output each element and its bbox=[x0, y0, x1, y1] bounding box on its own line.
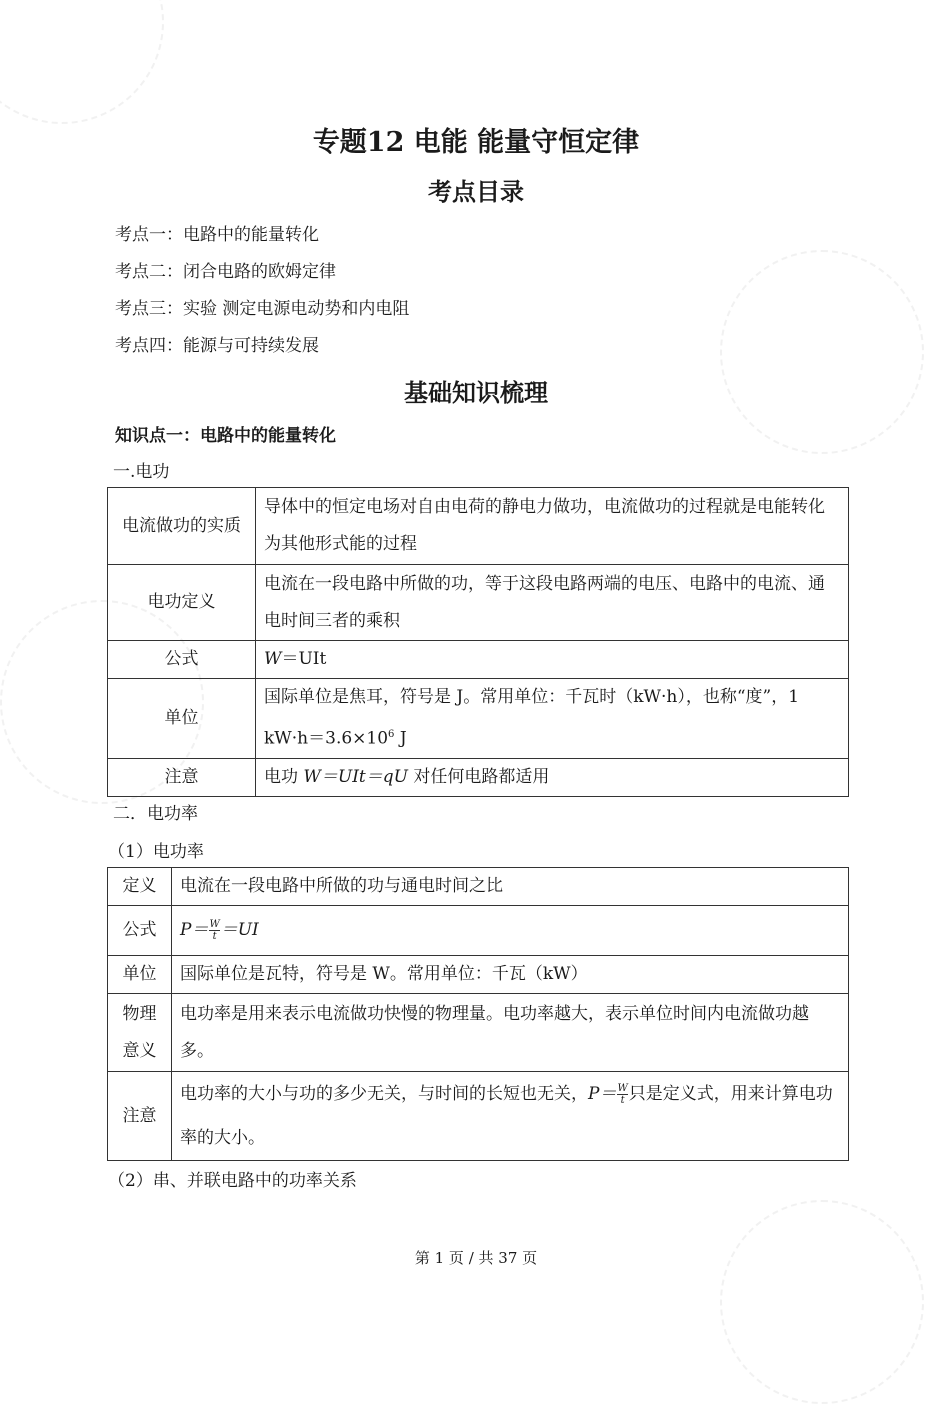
table-row bbox=[108, 758, 849, 796]
numerator: W bbox=[209, 919, 220, 930]
electric-power-table bbox=[107, 867, 849, 1161]
basics-heading: 基础知识梳理 bbox=[404, 378, 548, 407]
toc-item: 考点一：电路中的能量转化 bbox=[115, 225, 319, 245]
table-row bbox=[108, 1072, 849, 1161]
row-value: 电流在一段电路中所做的功，等于这段电路两端的电压、电路中的电流、通电时间三者的乘积 bbox=[256, 565, 849, 641]
row-header: 注意 bbox=[108, 758, 256, 796]
table-row bbox=[108, 641, 849, 679]
row-value bbox=[256, 758, 849, 796]
toc-item: 考点二：闭合电路的欧姆定律 bbox=[115, 262, 336, 282]
toc-item: 考点三：实验 测定电源电动势和内电阻 bbox=[115, 299, 410, 319]
formula: ＝UIt bbox=[281, 649, 327, 669]
row-value bbox=[172, 1072, 849, 1161]
exponent: 6 bbox=[388, 729, 395, 740]
formula: W＝UIt＝qU bbox=[303, 766, 408, 787]
note-text: 电功率的大小与功的多少无关，与时间的长短也无关， bbox=[180, 1084, 588, 1104]
row-header: 电流做功的实质 bbox=[108, 488, 256, 565]
row-header: 公式 bbox=[108, 641, 256, 679]
row-header: 单位 bbox=[108, 956, 172, 994]
note-text: 电功 bbox=[264, 766, 304, 787]
row-value bbox=[256, 679, 849, 759]
knowledge-point-heading: 知识点一：电路中的能量转化 bbox=[115, 426, 336, 446]
toc-item: 考点四：能源与可持续发展 bbox=[115, 336, 319, 356]
watermark bbox=[0, 0, 164, 124]
row-header: 公式 bbox=[108, 906, 172, 956]
row-value: 导体中的恒定电场对自由电荷的静电力做功，电流做功的过程就是电能转化为其他形式能的过程 bbox=[256, 488, 849, 565]
denominator: t bbox=[620, 1095, 625, 1106]
denominator: t bbox=[212, 931, 217, 942]
watermark bbox=[720, 1200, 924, 1404]
formula: ＝UI bbox=[220, 920, 259, 940]
electric-work-table bbox=[107, 487, 849, 797]
fraction bbox=[617, 1083, 627, 1106]
row-value: 国际单位是瓦特，符号是 W。常用单位：千瓦（kW） bbox=[172, 956, 849, 994]
row-value: 电流在一段电路中所做的功与通电时间之比 bbox=[172, 868, 849, 906]
table-row bbox=[108, 488, 849, 565]
unit-tail: J bbox=[394, 728, 407, 749]
row-header: 单位 bbox=[108, 679, 256, 759]
subsection-heading: （1）电功率 bbox=[108, 842, 204, 862]
table-row bbox=[108, 565, 849, 641]
formula: P＝ bbox=[180, 920, 209, 940]
subsection-heading: （2）串、并联电路中的功率关系 bbox=[108, 1171, 357, 1191]
table-row bbox=[108, 956, 849, 994]
row-header: 物理意义 bbox=[108, 994, 172, 1072]
row-header: 定义 bbox=[108, 868, 172, 906]
note-text: 对任何电路都适用 bbox=[407, 766, 550, 787]
section-heading: 一.电功 bbox=[113, 462, 170, 482]
page-title: 专题12 电能 能量守恒定律 bbox=[312, 127, 640, 158]
table-row bbox=[108, 868, 849, 906]
row-value bbox=[256, 641, 849, 679]
row-header: 注意 bbox=[108, 1072, 172, 1161]
page-footer: 第 1 页 / 共 37 页 bbox=[414, 1249, 538, 1267]
fraction bbox=[209, 919, 219, 942]
unit-text: 国际单位是焦耳，符号是 J。常用单位：千瓦时（kW·h），也称“度”，1 kW·h＝3.6×10 bbox=[264, 687, 800, 749]
table-row bbox=[108, 679, 849, 759]
watermark bbox=[720, 250, 924, 454]
row-value: 电功率是用来表示电流做功快慢的物理量。电功率越大，表示单位时间内电流做功越多。 bbox=[172, 994, 849, 1072]
table-row bbox=[108, 994, 849, 1072]
table-row bbox=[108, 906, 849, 956]
formula: P＝ bbox=[588, 1084, 617, 1104]
note-text: 只是定义式，用来计算电功率的大小。 bbox=[180, 1084, 833, 1148]
toc-heading: 考点目录 bbox=[428, 177, 524, 206]
row-value bbox=[172, 906, 849, 956]
row-header: 电功定义 bbox=[108, 565, 256, 641]
numerator: W bbox=[617, 1083, 628, 1094]
section-heading: 二．电功率 bbox=[113, 804, 198, 824]
formula-var: W bbox=[264, 649, 282, 669]
